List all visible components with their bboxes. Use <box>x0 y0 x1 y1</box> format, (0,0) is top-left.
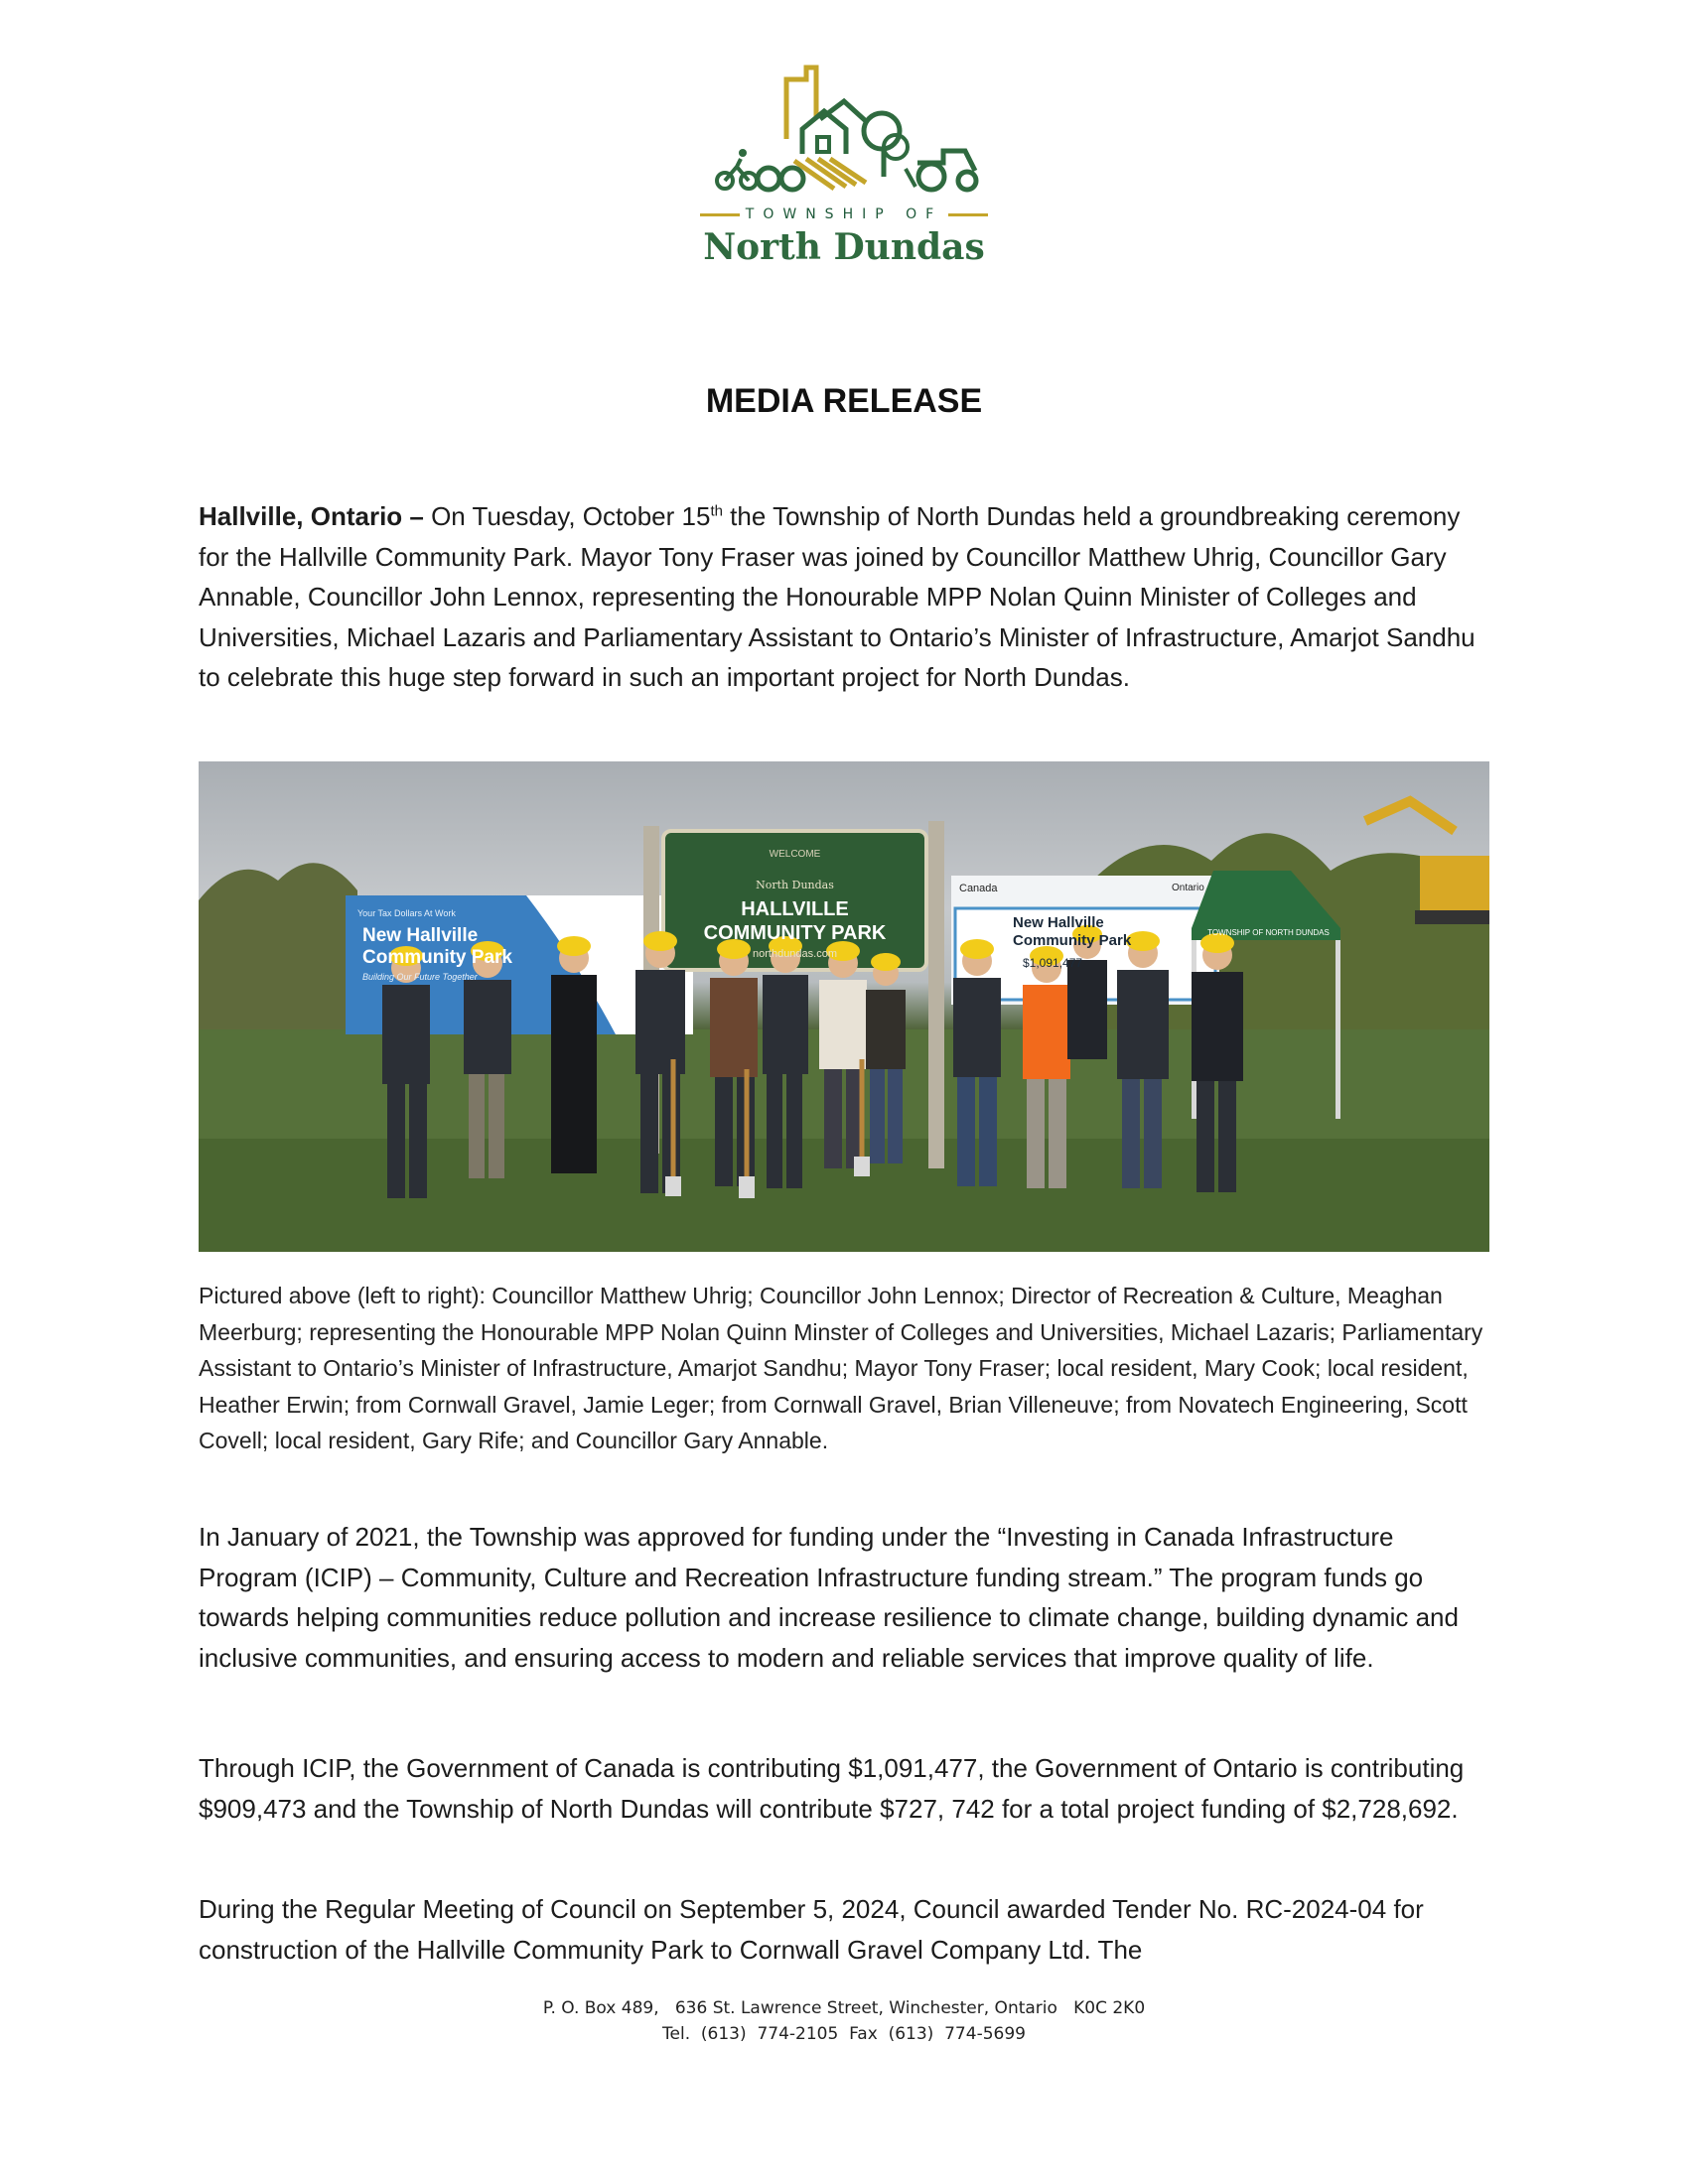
sign-right-canada: Canada <box>959 883 998 894</box>
footer-phone: Tel. (613) 774-2105 Fax (613) 774-5699 <box>662 2024 1026 2044</box>
sign-center-line2: COMMUNITY PARK <box>703 922 887 944</box>
footer <box>0 1995 1688 2047</box>
sign-center-line1: HALLVILLE <box>741 898 849 920</box>
intro-text-2: the Township of North Dundas held a groundbreaking ceremony for the Hallville Community Park. Mayor Tony Fraser was joined by Councillor Matthew Uhrig, Councillor Gary Annable, Councillor John Lennox, representing the Honourable MPP Nolan Quinn Minister of Colleges and Universities, Michael Lazaris and Parliamentary Assistant to Ontario’s Minister of Infrastructure, Amarjot Sandhu to celebrate this huge step forward in such an important project for North Dundas. <box>199 501 1476 692</box>
photo-caption: Pictured above (left to right): Councillor Matthew Uhrig; Councillor John Lennox; Director of Recreation & Culture, Meaghan Meerburg; representing the Honourable MPP Nolan Quinn Minster of Colleges and Universities, Michael Lazaris; Parliamentary Assistant to Ontario’s Minister of Infrastructure, Amarjot Sandhu; Mayor Tony Fraser; local resident, Mary Cook; local resident, Heather Erwin; from Cornwall Gravel, Jamie Leger; from Cornwall Gravel, Brian Villeneuve; from Novatech Engineering, Scott Covell; local resident, Gary Rife; and Councillor Gary Annable. <box>199 1283 1483 1453</box>
dateline: Hallville, Ontario – <box>199 501 424 531</box>
township-logo <box>685 60 1003 278</box>
sign-left-line2: Community Park <box>362 947 512 968</box>
logo-township-of: TOWNSHIP OF <box>685 206 1003 222</box>
sign-center-url: northdundas.com <box>753 948 837 960</box>
intro-paragraph <box>199 496 1489 698</box>
sign-left-line1: New Hallville <box>362 925 479 946</box>
sign-center-township: North Dundas <box>756 879 834 891</box>
sign-right-amount: $1,091,477 <box>1023 956 1083 970</box>
sign-center-welcome: WELCOME <box>769 849 821 860</box>
contribution-paragraph: Through ICIP, the Government of Canada is contributing $1,091,477, the Government of Ontario is contributing $909,473 and the Township of North Dundas will contribute $727, 742 for a total project funding of $2,728,692. <box>199 1753 1465 1824</box>
sign-left-sub: Building Our Future Together <box>362 972 478 982</box>
sign-right-line1: New Hallville <box>1013 914 1104 931</box>
sign-right-line2: Community Park <box>1013 932 1132 949</box>
intro-sup: th <box>710 502 723 520</box>
page-title: MEDIA RELEASE <box>705 382 983 420</box>
footer-address: P. O. Box 489, 636 St. Lawrence Street, Winchester, Ontario K0C 2K0 <box>542 1998 1146 2018</box>
sign-left-top: Your Tax Dollars At Work <box>357 908 456 918</box>
logo-north-dundas: North Dundas <box>703 226 985 268</box>
logo-graphic <box>685 60 1003 208</box>
intro-text-1: On Tuesday, October 15 <box>423 501 711 531</box>
funding-paragraph: In January of 2021, the Township was approved for funding under the “Investing in Canada Infrastructure Program (ICIP) – Community, Culture and Recreation Infrastructure funding stream.” The program funds go towards helping communities reduce pollution and increase resilience to climate change, building dynamic and inclusive communities, and ensuring access to modern and reliable services that improve quality of life. <box>199 1522 1459 1673</box>
photo-scene <box>199 761 1489 1252</box>
tender-paragraph: During the Regular Meeting of Council on September 5, 2024, Council awarded Tender No. RC-2024-04 for construction of the Hallville Community Park to Cornwall Gravel Company Ltd. The <box>199 1894 1424 1965</box>
sign-right-ontario: Ontario <box>1172 883 1204 893</box>
groundbreaking-photo <box>199 761 1489 1252</box>
tent-text: TOWNSHIP OF NORTH DUNDAS <box>1207 928 1330 937</box>
